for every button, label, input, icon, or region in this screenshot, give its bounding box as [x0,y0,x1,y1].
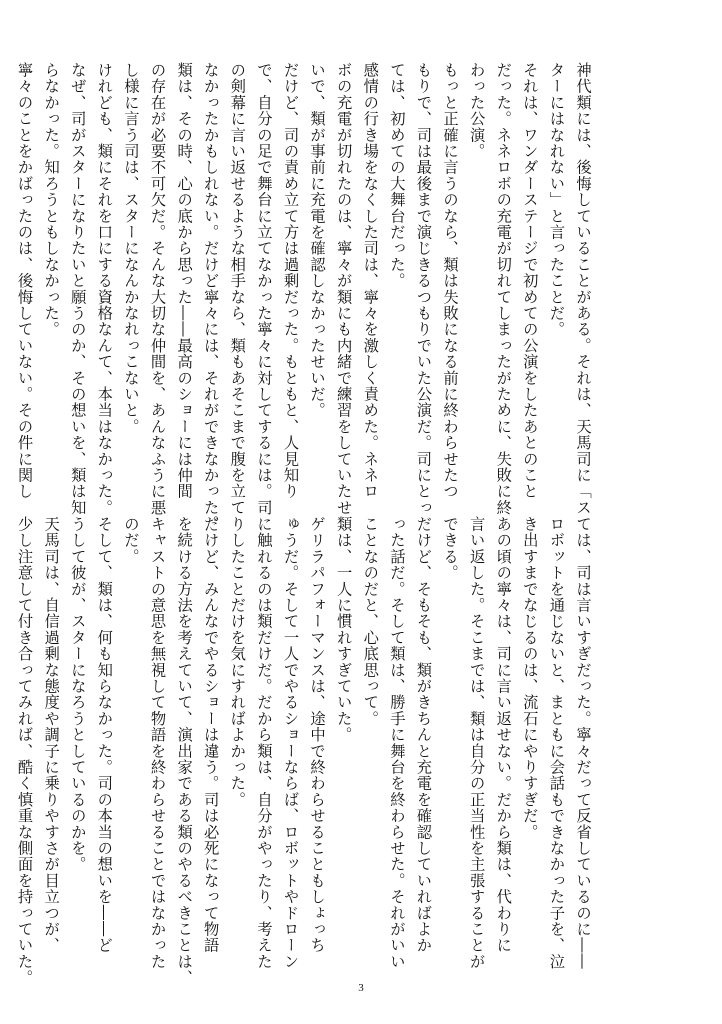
text-line: だった。ネネロボの充電が切れてしまったがために、失敗に終 [494,62,513,516]
text-line: 天馬司は、自信過剰な態度や調子に乗りやすさが目立つが、 [42,516,61,954]
text-line: の剣幕に言い返せるような相手なら、類もあそこまで腹を立て [228,62,247,516]
text-line: ては、司は言いすぎだった。寧々だって反省しているのに―― [574,516,592,970]
text-line: ことなのだと、心底思って。 [361,516,380,727]
text-line: し様に言う司は、スターになんかなれっこないと。 [121,62,140,435]
text-line: もりで、司は最後まで演じきるつもりでいた公演だ。司にとっ [414,62,433,516]
text-line: 寧々のことをかばったのは、後悔していない。その件に関し [15,62,34,500]
text-line: できる。 [441,516,460,581]
page-number: 3 [358,982,364,994]
text-line: のだ。 [121,516,140,565]
text-line: った話だ。そして類は、勝手に舞台を終わらせた。それがいい [387,516,406,970]
text-line: ゲリラパフォーマンスは、途中で終わらせることもしょっち [308,516,327,954]
text-line: ロボットを通じないと、まともに会話もできなかった子を、泣 [547,516,566,970]
text-line: 類は、一人に慣れすぎていた。 [334,516,353,743]
text-block-lower [11,516,596,986]
text-line: らなかった。知ろうともしなかった。 [42,62,61,338]
text-line: あの頃の寧々は、司に言い返せない。だから類は、代わりに [494,516,513,954]
text-line: ボの充電が切れたのは、寧々が類にも内緒で練習をしていたせ [334,62,353,516]
text-line: 感情の行き場をなくした司は、寧々を激しく責めた。ネネロ [361,62,380,500]
text-line: を続ける方法を考えていて、演出家である類のやるべきことは、 [175,516,194,986]
text-line: で、自分の足で舞台に立てなかった寧々に対してするには。司 [254,62,273,516]
text-line: だけど、そもそも、類がきちんと充電を確認していればよか [414,516,433,954]
text-block-upper [11,62,596,532]
text-line: なかったかもしれない。だけど寧々には、それができなかった。 [201,62,220,532]
text-line: うして彼が、スターになろうとしているのかを。 [68,516,87,873]
text-line: それは、ワンダーステージで初めての公演をしたあとのこと [520,62,539,500]
text-line: ターにはなれない」と言ったことだ。 [547,62,566,338]
text-line: キャストの意思を無視して物語を終わらせることではなかった [148,516,167,970]
text-line: そして、類は、何も知らなかった。司の本当の想いを――ど [95,516,114,954]
text-line: もっと正確に言うのなら、類は失敗になる前に終わらせたつ [441,62,460,500]
text-line: ては、初めての大舞台だった。 [387,62,406,289]
text-line: けれども、類にそれを口にする資格なんて、本当はなかった。 [95,62,114,516]
text-line: ゅうだ。そして一人でやるショーならば、ロボットやドローン [281,516,300,970]
text-line: 神代類には、後悔していることがある。それは、天馬司に「ス [574,62,592,516]
text-line: き出すまでなじるのは、流石にやりすぎだ。 [520,516,539,840]
text-line: だけど、司の責め立て方は過剰だった。もともと、人見知り [281,62,300,500]
text-line: 類は、その時、心の底から思った――最高のショーには仲間 [175,62,194,500]
text-line: りしたことだけを気にすればよかった。 [228,516,247,808]
text-line: わった公演。 [467,62,486,160]
text-line: に触れるのは類だけだ。だから類は、自分がやったり、考えた [254,516,273,970]
text-line: いで、類が事前に充電を確認しなかったせいだ。 [308,62,327,419]
text-line: の存在が必要不可欠だ。そんな大切な仲間を、あんなふうに悪 [148,62,167,516]
text-line: 言い返した。そこまでは、類は自分の正当性を主張することが [467,516,486,970]
text-line: だけど、みんなでやるショーは違う。司は必死になって物語 [201,516,220,954]
text-line: 少し注意して付き合ってみれば、酷く慎重な側面を持っていた。 [15,516,34,986]
text-line: なぜ、司がスターになりたいと願うのか、その想いを、類は知 [68,62,87,516]
